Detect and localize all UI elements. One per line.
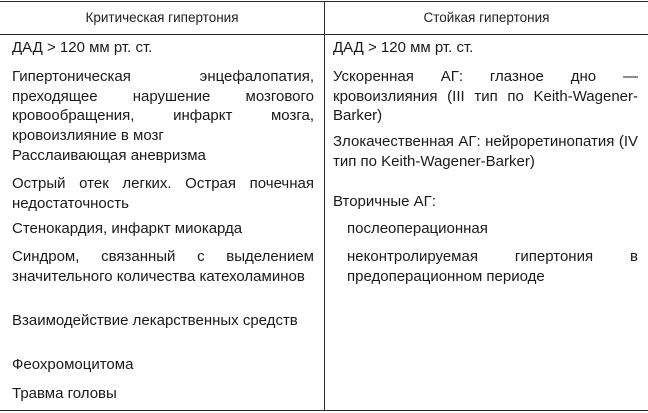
column-divider [324,1,325,411]
table-cell: Острый отек легких. Острая почечная недостаточность [12,175,314,212]
column-header-critical: Критическая гипертония [85,10,239,25]
table-cell: ДАД > 120 мм рт. ст. [333,39,474,56]
table-cell: Взаимодействие лекарственных средств [12,312,298,329]
table-cell: Злокачественная АГ: нейроретинопатия (IV тип по Keith-Wagener-Barker) [333,133,638,170]
table-cell: послеоперационная [347,220,488,237]
table-cell: Ускоренная АГ: глазное дно — кровоизлияния (III тип по Keith-Wagener-Barker) [333,68,638,124]
table-cell: ДАД > 120 мм рт. ст. [12,39,153,56]
table-cell: Гипертоническая энцефалопатия, преходящее нарушение мозгового кровообращения, инфаркт мозга, кровоизлияние в мозг [12,68,314,144]
table-cell: Феохромоцитома [12,356,134,373]
column-header-persistent: Стойкая гипертония [423,10,550,25]
table-cell: Расслаивающая аневризма [12,147,206,164]
table-cell: неконтролируемая гипертония в предоперационном периоде [347,248,638,285]
table-cell: Синдром, связанный с выделением значительного количества катехоламинов [12,248,314,285]
table-cell: Травма головы [12,385,117,402]
table-cell: Стенокардия, инфаркт миокарда [12,220,243,237]
table-cell: Вторичные АГ: [333,193,436,210]
